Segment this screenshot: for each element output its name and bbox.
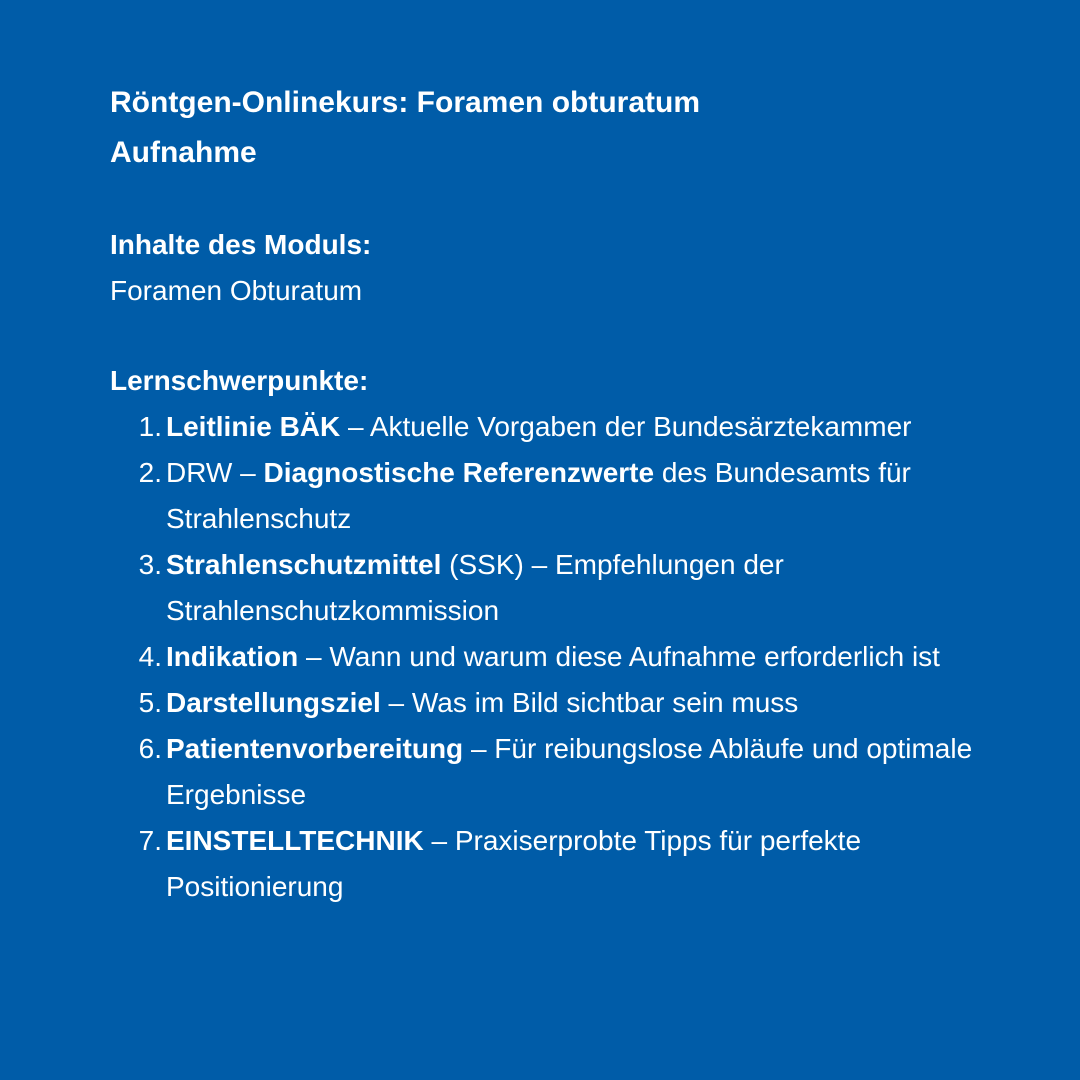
focus-list-item (110, 818, 1010, 910)
focus-list (110, 404, 1010, 910)
list-item-number: 5. (138, 687, 162, 718)
focus-list-item (110, 680, 1010, 726)
list-item-number: 1. (138, 411, 162, 442)
focus-list-item (110, 634, 1010, 680)
course-title (110, 78, 1010, 178)
list-item-number: 2. (138, 457, 162, 488)
course-title-line-2: Aufnahme (110, 136, 257, 169)
list-item-keyword: Strahlenschutzmittel (166, 549, 442, 580)
focus-list-item (110, 404, 1010, 450)
list-item-description: des Bundesamts für Strahlenschutz (166, 457, 911, 534)
slide-content (110, 78, 1010, 910)
list-item-number: 6. (138, 733, 162, 764)
module-heading: Inhalte des Moduls: (110, 229, 372, 260)
list-item-description: – Aktuelle Vorgaben der Bundesärztekammer (340, 411, 912, 442)
list-item-description: – Für reibungslose Abläufe und optimale Ergebnisse (166, 733, 973, 810)
list-item-number: 3. (138, 549, 162, 580)
list-item-keyword: EINSTELLTECHNIK (166, 825, 424, 856)
focus-heading: Lernschwerpunkte: (110, 365, 369, 396)
list-item-number: 4. (138, 641, 162, 672)
list-item-keyword: Leitlinie BÄK (166, 411, 341, 442)
focus-list-item (110, 450, 1010, 542)
course-title-line-1: Röntgen-Onlinekurs: Foramen obturatum (110, 86, 701, 119)
focus-list-item (110, 542, 1010, 634)
spacer (110, 314, 1010, 358)
list-item-keyword: Indikation (166, 641, 299, 672)
list-item-keyword: Patientenvorbereitung (166, 733, 464, 764)
list-item-description: (SSK) – Empfehlungen der Strahlenschutzkommission (166, 549, 784, 626)
list-item-keyword: Darstellungsziel (166, 687, 381, 718)
list-item-keyword: Diagnostische Referenzwerte (263, 457, 655, 488)
module-content: Foramen Obturatum (110, 275, 363, 306)
spacer (110, 178, 1010, 222)
list-item-description: – Was im Bild sichtbar sein muss (380, 687, 799, 718)
list-item-number: 7. (138, 825, 162, 856)
list-item-description: – Praxiserprobte Tipps für perfekte Positionierung (166, 825, 862, 902)
list-item-prefix: DRW – (166, 457, 264, 488)
focus-list-item (110, 726, 1010, 818)
list-item-description: – Wann und warum diese Aufnahme erforderlich ist (298, 641, 940, 672)
